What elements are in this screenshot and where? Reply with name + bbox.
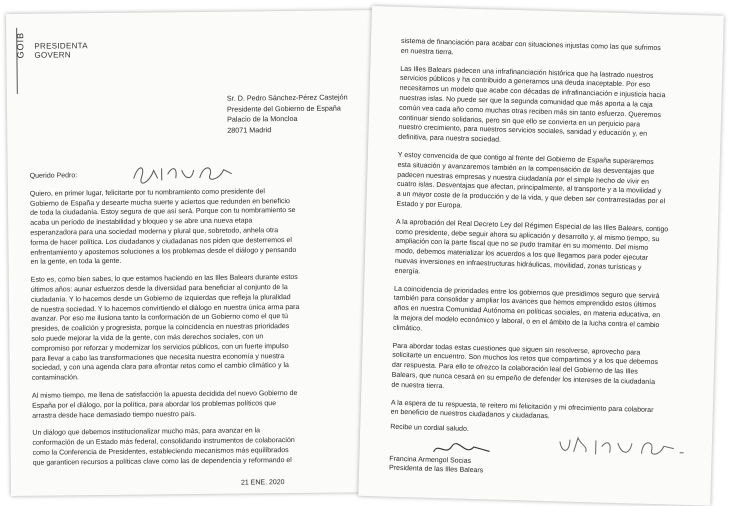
paragraph: Para abordar todas estas cuestiones que siguen sin resolverse, aprovecho para solicitarte un encuentro. Son muchos los retos que compartimos y a los que debemos dar respuesta. Para ello te ofrezco la colaboración leal del Gobierno de las Illes Balears, que nunca cesará en su empeño de defender los intereses de la ciudadanía de nuestra tierra. [391, 342, 659, 390]
signer-title: Presidenta de las Illes Balears [389, 464, 484, 475]
letter-body-page-2 [390, 37, 701, 434]
paragraph: sistema de financiación para acabar con situaciones injustas como las que sufrimos en nuestra tierra. [400, 37, 661, 57]
paragraph: Un diálogo que debemos institucionalizar mucho más, para avanzar en la conformación de un Estado más federal, consolidando instrumentos de colaboración como la Conferencia de Presidentes, estableciendo mecanismos más equilibrados que garanticen recursos a políticas clave como las de dependencia y reformando el [32, 427, 295, 467]
greeting: Querido Pedro: [29, 172, 78, 180]
paragraph: Y estoy convencida de que contigo al frente del Gobierno de España superaremos esta situación y avanzaremos también en la compensación de las desventajas que padecen nuestras empresas y nuestra ciudadanía por el simple hecho de vivir en cuatro islas. Desventajas que afectan, principalmente, al transporte y a la movilidad y a un mayor coste de la producción y de la vida, y que deben ser contrarrestadas por el Estado y por Europa. [396, 151, 666, 210]
signature-block [389, 455, 484, 476]
letterhead-line-1: PRESIDENTA [34, 41, 88, 51]
closing-line: Recibe un cordial saludo. [390, 423, 469, 433]
paragraph: Esto es, como bien sabes, lo que estamos haciendo en las Illes Balears durante estos últimos años: aunar esfuerzos desde la diversidad para beneficiar al conjunto de la ciudadanía. Y lo hacemos desde un Gobierno de izquierdas que refleja la pluralidad de nuestra sociedad. Y lo hacemos convirtiendo el diálogo en nuestra única arma para avanzar. Por eso me ilusiona tanto la conformación de un Gobierno como el que tú presides, de coalición y progresista, porque la coincidencia en nuestras prioridades solo puede mejorar la vida de la gente, con más derechos sociales, con un compromiso por reforzar y modernizar los servicios públicos, con un fuerte impulso para llevar a cabo las transformaciones que necesita nuestra economía y nuestra sociedad, y con una agenda clara para afrontar retos como el cambio climático y la contaminación. [30, 274, 300, 382]
paragraph: Las Illes Balears padecen una infrafinanciación histórica que ha lastrado nuestros servicios públicos y ha contribuido a generarnos una deuda inaceptable. Por eso necesitamos un modelo que acabe con décadas de infrafinanciación e injusticia hacia nuestras islas. No puede ser que la segunda comunidad que más aporta a la caja común vea cada año como muchas otras reciben más sin tanto esfuerzo. Queremos continuar siendo solidarios, pero sin que ello se convierta en un perjuicio para nuestro crecimiento, para nuestros servicios sociales, sanidad y educación y, en definitiva, para nuestra sociedad. [398, 65, 666, 144]
date-stamp: 21 ENE. 2020 [240, 479, 285, 487]
signer-name: Francina Armengol Socias [389, 455, 472, 465]
paragraph: La coincidencia de prioridades entre los gobiernos que presidimos seguro que servirá también para consolidar y ampliar los avances que hemos emprendido estos últimos años en nuestra Comunidad Autónoma en políticas sociales, en materia educativa, en la mejora del modelo económico y laboral, o en el ámbito de la lucha contra el cambio climático. [392, 285, 661, 333]
logo-mark: GOIB [15, 31, 26, 59]
letterhead-line-2: GOVERN [34, 50, 71, 60]
recipient-address [227, 92, 348, 136]
letter-page-1 [6, 10, 397, 496]
handwritten-note-scribble [555, 431, 696, 463]
address-line: Palacio de la Moncloa [227, 114, 298, 124]
address-line: Presidente del Gobierno de España [226, 103, 341, 114]
address-line: Sr. D. Pedro Sánchez-Pérez Castejón [226, 92, 348, 103]
paragraph: Al mismo tiempo, me llena de satisfacción la apuesta decidida del nuevo Gobierno de España por el diálogo, por la política, para abordar los problemas políticos que arrastra desde hace demasiado tiempo nuestro país. [31, 389, 298, 420]
paragraph: A la espera de tu respuesta, te reitero mi felicitación y mi ofrecimiento para colaborar en beneficio de nuestros ciudadanos y ciudadanas. [390, 399, 654, 421]
paragraph: A la aprobación del Real Decreto Ley del Régimen Especial de las Illes Balears, contigo como presidente, debe seguir ahora su aplicación y desarrollo y, al mismo tiempo, su ampliación con la parte fiscal que no se pudo tramitar en su momento. Del mismo modo, debemos materializar los acuerdos a los que llegamos para poder ejecutar nuevas inversiones en infraestructuras hidráulicas, movilidad, zonas turísticas y energía. [394, 218, 669, 276]
letterhead [34, 41, 88, 60]
letter-page-2 [358, 6, 724, 506]
address-line: 28071 Madrid [227, 125, 272, 135]
letter-body-page-1 [30, 168, 375, 476]
paragraph: Quiero, en primer lugar, felicitarte por tu nombramiento como presidente del Gobierno de España y desearte mucha suerte y aciertos que redunden en beneficio de toda la ciudadanía. Estoy segura de que así será. Porque con tu nombramiento se acaba un período de inestabilidad y bloqueo y se abre una nueva etapa esperanzadora para una sociedad moderna y plural que, sobretodo, anhela otra forma de hacer política. Los ciudadanos y ciudadanas nos piden que desterremos el enfrentamiento y apostemos soluciones a los problemas desde el diálogo y pensando en la gente, en toda la gente. [29, 188, 297, 267]
